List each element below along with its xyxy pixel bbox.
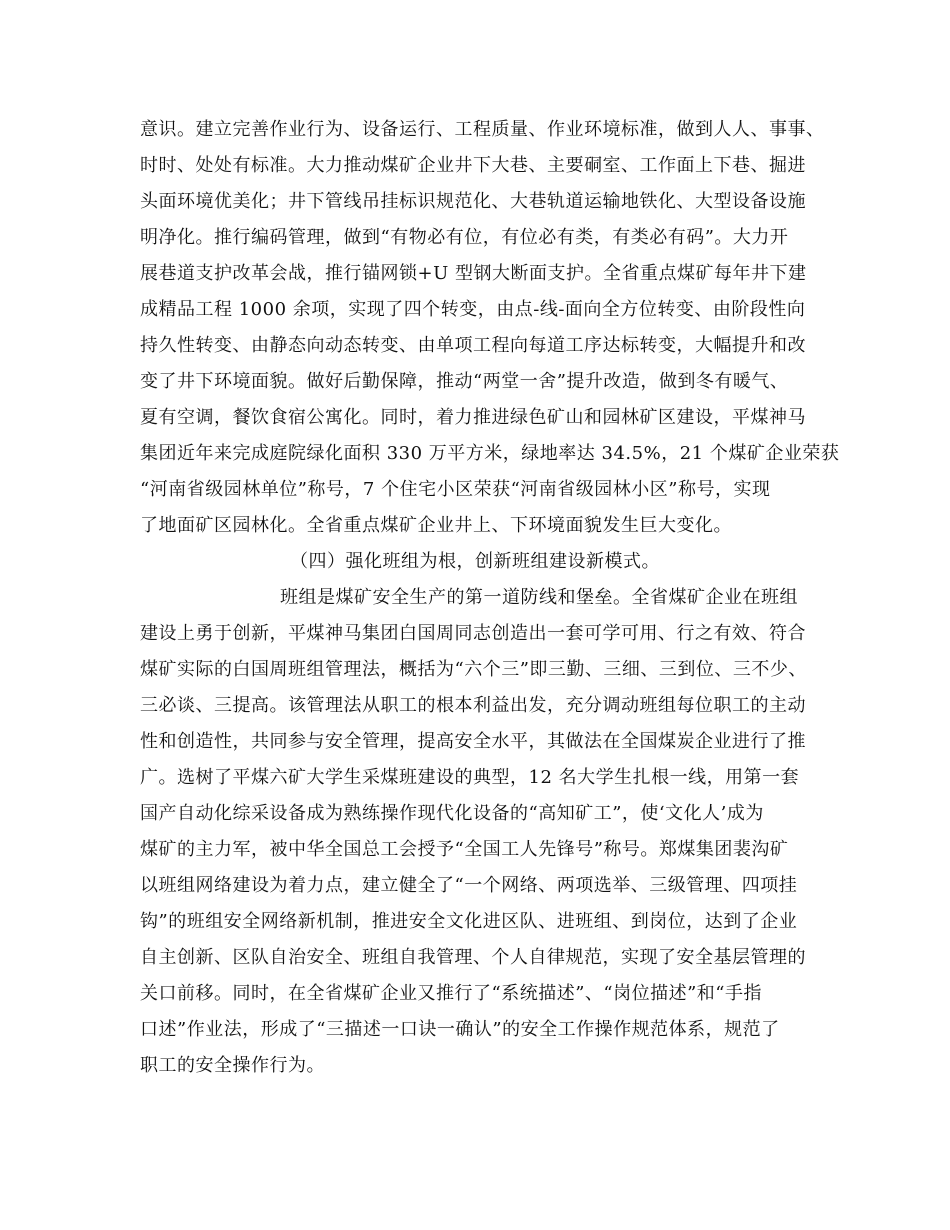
text-line: 集团近年来完成庭院绿化面积 330 万平方米，绿地率达 34.5%，21 个煤矿企业荣获	[140, 443, 840, 464]
section-heading: （四）强化班组为根，创新班组建设新模式。	[290, 551, 660, 572]
text-line: 变了井下环境面貌。做好后勤保障，推动“两堂一舍”提升改造，做到冬有暖气、	[140, 371, 789, 392]
text-line: 自主创新、区队自治安全、班组自我管理、个人自律规范，实现了安全基层管理的	[140, 947, 806, 968]
text-line: 关口前移。同时，在全省煤矿企业又推行了“系统描述”、“岗位描述”和“手指	[140, 983, 763, 1004]
text-line: 煤矿的主力军，被中华全国总工会授予“全国工人先锋号”称号。郑煤集团裴沟矿	[140, 839, 789, 860]
text-line: 了地面矿区园林化。全省重点煤矿企业井上、下环境面貌发生巨大变化。	[140, 515, 732, 536]
text-line: 煤矿实际的白国周班组管理法，概括为“六个三”即三勤、三细、三到位、三不少、	[140, 659, 807, 680]
text-line: 建设上勇于创新，平煤神马集团白国周同志创造出一套可学可用、行之有效、符合	[140, 623, 806, 644]
text-line: “河南省级园林单位”称号，7 个住宅小区荣获“河南省级园林小区”称号，实现	[140, 479, 771, 500]
text-line: 国产自动化综采设备成为熟练操作现代化设备的“高知矿工”，使‘文化人’成为	[140, 803, 764, 824]
text-line: 三必谈、三提高。该管理法从职工的根本利益出发，充分调动班组每位职工的主动	[140, 695, 806, 716]
text-line: 口述”作业法，形成了“三描述一口诀一确认”的安全工作操作规范体系，规范了	[140, 1019, 780, 1040]
text-line: 意识。建立完善作业行为、设备运行、工程质量、作业环境标准，做到人人、事事、	[140, 119, 825, 140]
text-line: 以班组网络建设为着力点，建立健全了“一个网络、两项选举、三级管理、四项挂	[140, 875, 798, 896]
text-line: 展巷道支护改革会战，推行锚网锁+U 型钢大断面支护。全省重点煤矿每年井下建	[140, 263, 807, 284]
text-line: 钩”的班组安全网络新机制，推进安全文化进区队、进班组、到岗位，达到了企业	[140, 911, 798, 932]
text-line: 明净化。推行编码管理，做到“有物必有位，有位必有类，有类必有码”。大力开	[140, 227, 789, 248]
text-line: 头面环境优美化；井下管线吊挂标识规范化、大巷轨道运输地铁化、大型设备设施	[140, 191, 806, 212]
text-line: 夏有空调，餐饮食宿公寓化。同时，着力推进绿色矿山和园林矿区建设，平煤神马	[140, 407, 806, 428]
text-line: 持久性转变、由静态向动态转变、由单项工程向每道工序达标转变，大幅提升和改	[140, 335, 806, 356]
text-line: 职工的安全操作行为。	[140, 1055, 325, 1076]
text-line: 时时、处处有标准。大力推动煤矿企业井下大巷、主要硐室、工作面上下巷、掘进	[140, 155, 806, 176]
text-line: 性和创造性，共同参与安全管理，提高安全水平，其做法在全国煤炭企业进行了推	[140, 731, 806, 752]
text-line: 成精品工程 1000 余项，实现了四个转变，由点-线-面向全方位转变、由阶段性向	[140, 299, 806, 320]
paragraph-first-line: 班组是煤矿安全生产的第一道防线和堡垒。全省煤矿企业在班组	[280, 587, 798, 608]
text-line: 广。选树了平煤六矿大学生采煤班建设的典型，12 名大学生扎根一线，用第一套	[140, 767, 800, 788]
